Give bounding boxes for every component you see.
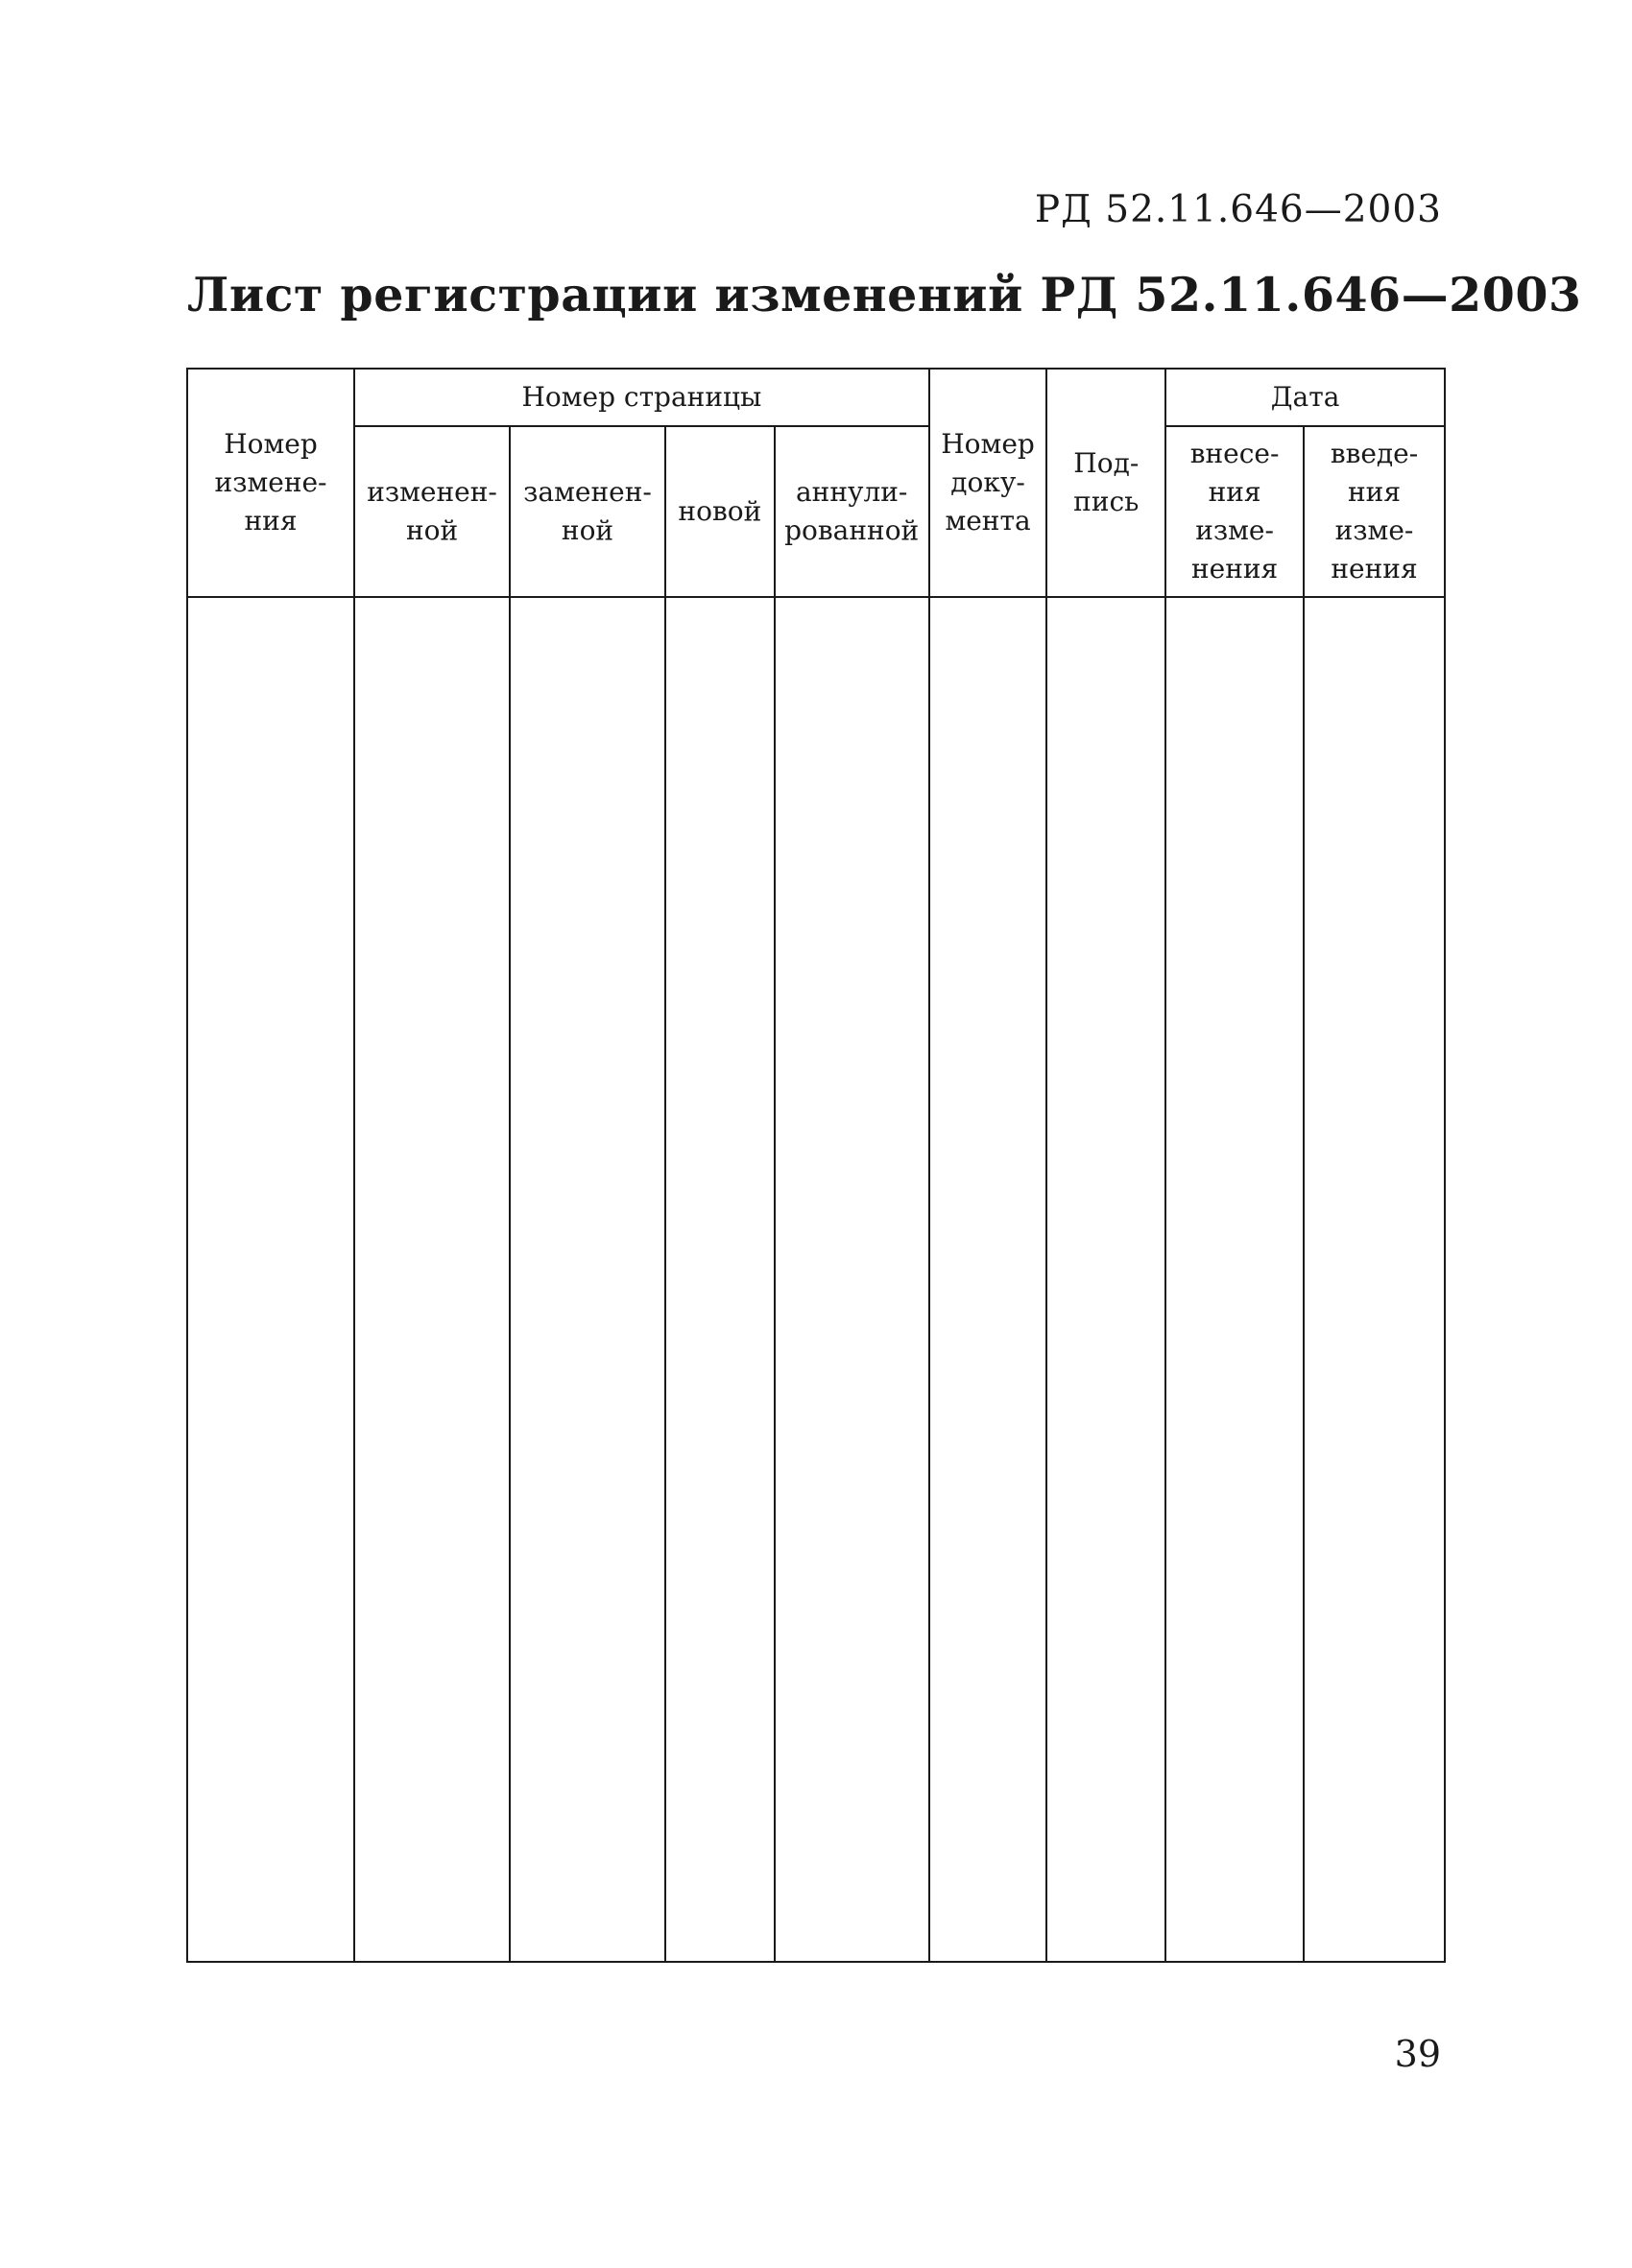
header-replaced-page: заменен- ной	[510, 426, 665, 597]
cell-changed-page	[354, 597, 510, 1962]
header-signature: Под- пись	[1046, 369, 1165, 597]
header-changed-page: изменен- ной	[354, 426, 510, 597]
change-registration-table	[186, 368, 1446, 1963]
table-header-row-1	[187, 369, 1445, 426]
cell-change-number	[187, 597, 354, 1962]
header-date-introduced: введе- ния изме- нения	[1304, 426, 1445, 597]
header-page-number-group: Номер страницы	[354, 369, 929, 426]
cell-annulled-page	[775, 597, 929, 1962]
header-document-number: Номер доку- мента	[929, 369, 1047, 597]
header-new-page: новой	[665, 426, 775, 597]
header-change-number: Номер измене- ния	[187, 369, 354, 597]
cell-date-introduced	[1304, 597, 1445, 1962]
page-title: Лист регистрации изменений РД 52.11.646—2003	[187, 267, 1582, 322]
cell-replaced-page	[510, 597, 665, 1962]
page-number: 39	[1394, 2033, 1441, 2075]
cell-document-number	[929, 597, 1047, 1962]
cell-new-page	[665, 597, 775, 1962]
table-header-row-2	[187, 426, 1445, 597]
cell-signature	[1046, 597, 1165, 1962]
header-date-group: Дата	[1165, 369, 1445, 426]
header-date-entered: внесе- ния изме- нения	[1165, 426, 1304, 597]
cell-date-entered	[1165, 597, 1304, 1962]
header-annulled-page: аннули- рованной	[775, 426, 929, 597]
document-code: РД 52.11.646—2003	[1034, 188, 1442, 231]
table-body-row	[187, 597, 1445, 1962]
